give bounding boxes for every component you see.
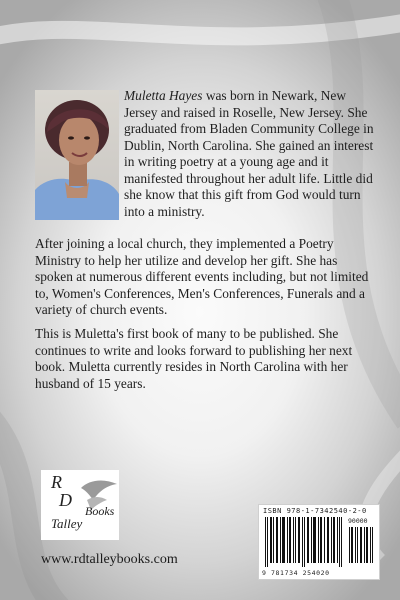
author-photo xyxy=(35,90,119,220)
author-bio-ministry: After joining a local church, they implemented a Poetry Ministry to help her utilize and develop her gift. She has spoken at numerous different events including, but not limited to, Women's Conferences, Men's Conferences, Funerals and a variety of church events. xyxy=(35,236,369,317)
logo-books-text: Books xyxy=(85,504,115,518)
author-bio-intro xyxy=(124,88,374,220)
author-bio-intro-text: was born in Newark, New Jersey and raised in Roselle, New Jersey. She graduated from Bladen Community College in Dublin, North Carolina. She gained an interest in writing poetry at a young age and it manifested throughout her adult life. Little did she know that this gift from God would turn into a ministry. xyxy=(124,88,374,219)
logo-talley-text: Talley xyxy=(51,516,83,531)
isbn-label: ISBN 978-1-7342540-2-0 xyxy=(263,507,367,515)
author-name: Muletta Hayes xyxy=(124,88,203,103)
publisher-logo xyxy=(41,470,119,540)
logo-letter-d: D xyxy=(59,490,72,510)
price-code: 90000 xyxy=(348,517,368,525)
publisher-website: www.rdtalleybooks.com xyxy=(41,552,178,567)
logo-letter-r: R xyxy=(51,472,62,492)
barcode-digits: 9 781734 254020 xyxy=(262,569,330,577)
isbn-barcode xyxy=(258,504,380,580)
author-bio-current: This is Muletta's first book of many to be published. She continues to write and looks forward to publishing her next book. Muletta currently resides in North Carolina with her husband of 15 years. xyxy=(35,326,353,391)
